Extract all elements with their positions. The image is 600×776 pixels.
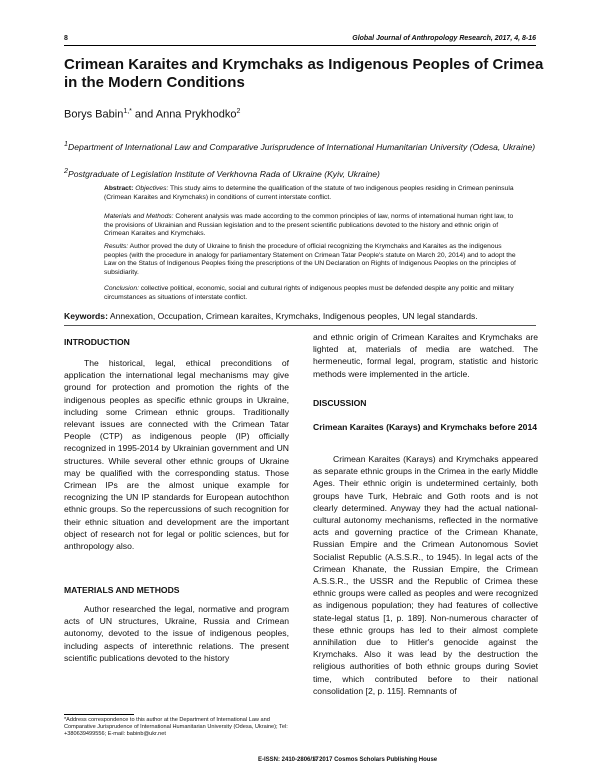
methods-paragraph: Author researched the legal, normative and program acts of UN structures, Ukraine, Russia and Crimean autonomy, devoted to the issue of indigenous peoples, including aspects of interethnic relations. The present scientific publications devoted to the history <box>64 604 289 663</box>
abstract-methods <box>104 213 524 239</box>
discussion-subheading: Crimean Karaites (Karays) and Krymchaks before 2014 <box>313 422 538 432</box>
methods-continuation-paragraph: and ethnic origin of Crimean Karaites and Krymchaks are lighted at, materials of media are watched. The hermeneutic, formal legal, program, statistic and historic methods were implemented in the article. <box>313 332 538 379</box>
affiliation-2 <box>64 166 536 180</box>
author-2: Anna Prykhodko <box>155 108 237 121</box>
abstract-objectives <box>104 185 524 202</box>
copyright-footer: © 2017 Cosmos Scholars Publishing House <box>313 757 438 763</box>
results-text: Author proved the duty of Ukraine to finish the procedure of official recognizing the Krymchaks and Karaites as the indigenous peoples (with the procedure in analogy for parliamentary Statement on Crimean Tatar People's statute on March 20, 2014) and to adopt the Law on the Status of Indigenous Peoples fixing the prescriptions of the UN Declaration on Rights of Indigenous Peoples on the principles of subsidiarity. <box>104 243 516 277</box>
introduction-paragraph: The historical, legal, ethical preconditions of application the international legal mechanisms may give ground for protection and promotion the rights of the indigenous peoples as specific ethnic groups in Ukraine, including some Crimean ethnic groups. Traditionally relevant issues are connected with the Crimean Tatar People (CTP) as indigenous people (IP) officially recognized in 1995-2014 by Ukrainian government and UN structures. While several other ethnic groups of Ukraine may be qualified with the corresponding status. Those Crimean IPs are the almost unique example for recognizing the UN IP standards for European autochthon ethnic groups. So the repercussions of such recognition for their ethnic situation and development are the important object of research not for legal or politic sciences, but for anthropology also. <box>64 358 289 552</box>
page-number: 8 <box>64 35 68 42</box>
footnote-divider <box>64 714 134 715</box>
abstract-label: Abstract: <box>104 185 134 192</box>
keywords <box>64 311 536 321</box>
correspondence-footnote: *Address correspondence to this author at the Department of International Law and Comparative Jurisprudence of International Humanitarian University (Odesa, Ukraine); Tel: +380639499556; E-mail: babinb@ukr.net <box>64 717 288 737</box>
author-2-sup: 2 <box>236 108 241 115</box>
methods-text: Coherent analysis was made according to the common principles of law, norms of international human right law, to the provisions of Ukrainian and Russian legislation and to the present scientific publications devoted to the history and ethnic origin of Crimean Karaites and Krymchaks. <box>104 213 514 238</box>
conclusion-label: Conclusion: <box>104 285 139 292</box>
abstract-results <box>104 243 524 278</box>
keywords-label: Keywords: <box>64 311 108 321</box>
header-divider <box>64 45 536 46</box>
methods-body <box>64 603 289 664</box>
article-title: Crimean Karaites and Krymchaks as Indigenous Peoples of Crimea in the Modern Conditions <box>64 56 544 91</box>
results-label: Results: <box>104 243 129 250</box>
methods-label: Materials and Methods: <box>104 213 174 220</box>
discussion-paragraph: Crimean Karaites (Karays) and Krymchaks appeared as separate ethnic groups in the Crimea in the early Middle Ages. Their ethnic origin is undetermined certainly, both groups have Turk, Hebraic and Goth roots and is not clearly determined. Anyway they had the actual national-cultural autonomy mechanisms, reflected in the normative acts and governing practice of the Crimean Khanate, Russian Empire and the Crimean Autonomous Soviet Socialist Republic (A.S.S.R., to 1945). In legal acts of the Crimean Khanate, the Russian Empire, the Crimean A.S.S.R., the USSR and the Republic of Crimea these ethnic groups were called as peoples and were recognized as indigenous population; they had features of collective state-legal status [1, p. 189]. Non-numerous character of these ethnic groups has led to their almost complete annihilation due to Hitler's genocide against the Krymchaks. Also it was lead by the destruction the religious authorities of both ethnic groups during Soviet time, which contributed before to their national consolidation [2, p. 115]. Remnants of <box>313 454 538 696</box>
objectives-label: Objectives: <box>135 185 169 192</box>
affiliation-1-sup: 1 <box>64 140 68 148</box>
journal-header: Global Journal of Anthropology Research, 2017, 4, 8-16 <box>352 35 536 42</box>
author-1-sup: 1,* <box>123 108 132 115</box>
author-conjunction: and <box>131 108 156 121</box>
author-line <box>64 108 240 121</box>
keywords-text: Annexation, Occupation, Crimean karaites, Krymchaks, Indigenous peoples, UN legal standards. <box>107 311 478 321</box>
body-divider <box>64 325 536 326</box>
conclusion-text: collective political, economic, social and cultural rights of indigenous peoples must be defended despite any politic and military circumstances as situations of interstate conflict. <box>104 285 514 301</box>
methods-heading: MATERIALS AND METHODS <box>64 585 180 595</box>
affiliation-1 <box>64 139 536 153</box>
issn-footer: E-ISSN: 2410-2806/17 <box>258 757 319 763</box>
affiliation-2-text: Postgraduate of Legislation Institute of Verkhovna Rada of Ukraine (Kyiv, Ukraine) <box>67 168 380 179</box>
discussion-body <box>313 453 538 697</box>
affiliation-1-text: Department of International Law and Comparative Jurisprudence of International Humanitarian University (Odesa, Ukraine) <box>67 141 536 152</box>
methods-continuation <box>313 331 538 380</box>
discussion-heading: DISCUSSION <box>313 398 367 408</box>
author-1: Borys Babin <box>64 108 124 121</box>
objectives-text: This study aims to determine the qualification of the statute of two indigenous peoples residing in Crimean peninsula (Crimean Karaites and Krymchaks) in conditions of current interstate conflict. <box>104 185 514 201</box>
introduction-heading: INTRODUCTION <box>64 337 130 347</box>
abstract-conclusion <box>104 285 524 302</box>
introduction-body <box>64 357 289 552</box>
affiliation-2-sup: 2 <box>64 167 68 175</box>
